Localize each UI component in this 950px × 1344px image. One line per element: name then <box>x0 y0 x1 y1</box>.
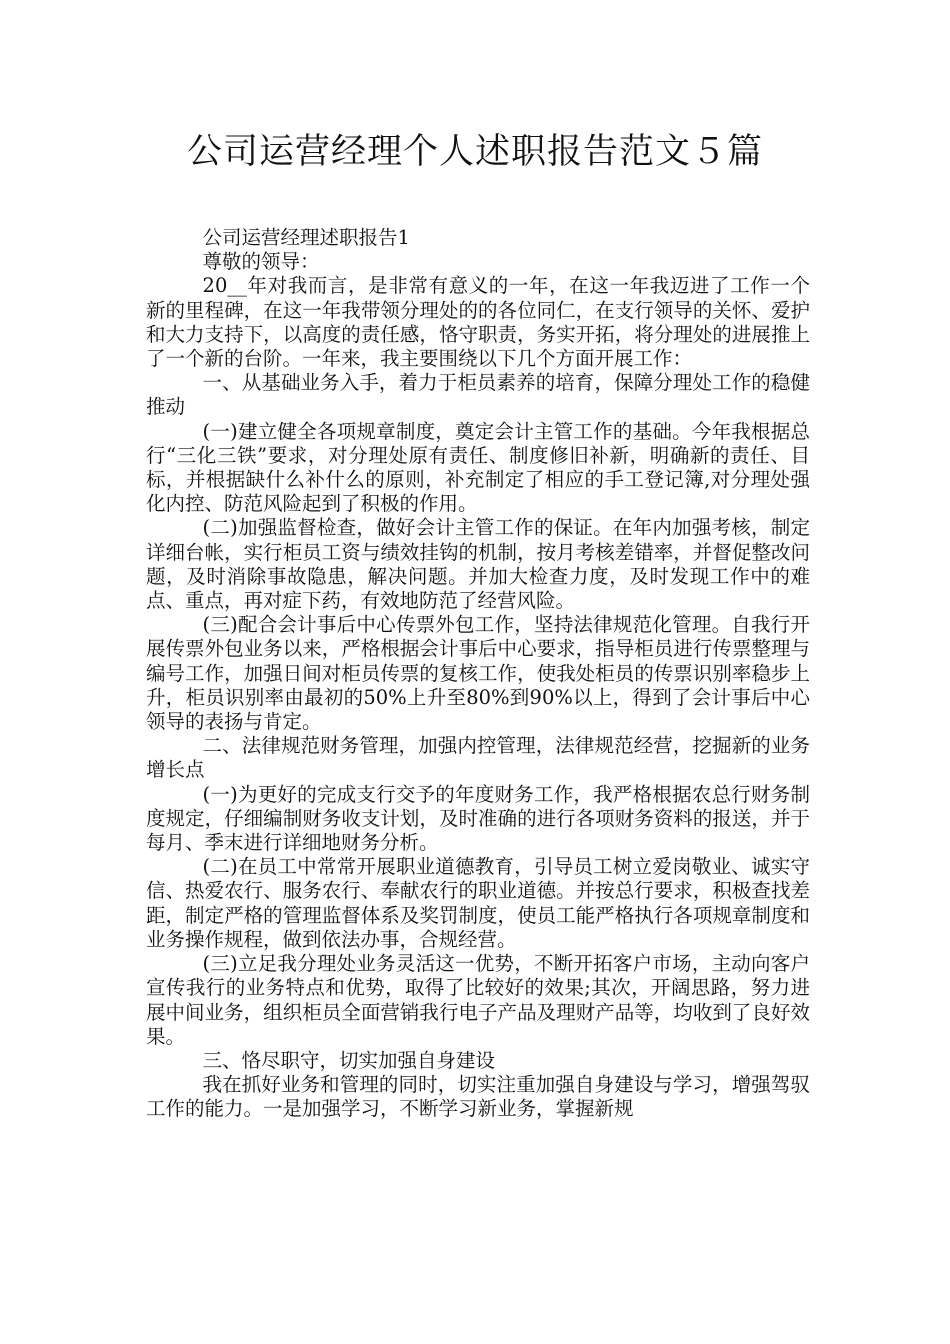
paragraph-salutation: 尊敬的领导： <box>202 250 320 274</box>
paragraph: (二)在员工中常常开展职业道德教育，引导员工树立爱岗敬业、诚实守信、热爱农行、服务农行、奉献农行的职业道德。并按总行要求，积极查找差距，制定严格的管理监督体系及奖罚制度，使员工能严格执行各项规章制度和业务操作规程，做到依法办事，合规经营。 <box>146 855 810 951</box>
paragraph: (三)立足我分理处业务灵活这一优势，不断开拓客户市场，主动向客户宣传我行的业务特点和优势，取得了比较好的效果;其次，开阔思路，努力进展中间业务，组织柜员全面营销我行电子产品及理财产品等，均收到了良好效果。 <box>146 952 810 1048</box>
page-title: 公司运营经理个人述职报告范文５篇 <box>186 132 763 172</box>
section-heading-3: 三、恪尽职守，切实加强自身建设 <box>202 1048 496 1072</box>
paragraph: (三)配合会计事后中心传票外包工作，坚持法律规范化管理。自我行开展传票外包业务以来，严格根据会计事后中心要求，指导柜员进行传票整理与编号工作，加强日间对柜员传票的复核工作，使我处柜员的传票识别率稳步上升，柜员识别率由最初的50%上升至80%到90%以上，得到了会计事后中心领导的表扬与肯定。 <box>146 613 810 734</box>
paragraph: 我在抓好业务和管理的同时，切实注重加强自身建设与学习，增强驾驭工作的能力。一是加强学习，不断学习新业务，掌握新规 <box>146 1073 810 1121</box>
paragraph-report-heading: 公司运营经理述职报告1 <box>202 226 410 249</box>
paragraph: (二)加强监督检查，做好会计主管工作的保证。在年内加强考核，制定详细台帐，实行柜员工资与绩效挂钩的机制，按月考核差错率，并督促整改问题，及时消除事故隐患，解决问题。并加大检查力度，及时发现工作中的难点、重点，再对症下药，有效地防范了经营风险。 <box>146 516 810 613</box>
section-heading-1: 一、从基础业务入手，着力于柜员素养的培育，保障分理处工作的稳健推动 <box>146 371 810 419</box>
section-heading-2: 二、法律规范财务管理，加强内控管理，法律规范经营，挖掘新的业务增长点 <box>146 734 810 782</box>
paragraph: (一)建立健全各项规章制度，奠定会计主管工作的基础。今年我根据总行“三化三铁”要求，对分理处原有责任、制度修旧补新，明确新的责任、目标，并根据缺什么补什么的原则，补充制定了相应的手工登记簿,对分理处强化内控、防范风险起到了积极的作用。 <box>146 419 810 516</box>
paragraph: (一)为更好的完成支行交予的年度财务工作，我严格根据农总行财务制度规定，仔细编制财务收支计划，及时准确的进行各项财务资料的报送，并于每月、季末进行详细地财务分析。 <box>146 782 810 855</box>
paragraph-intro: 20__年对我而言，是非常有意义的一年，在这一年我迈进了工作一个新的里程碑，在这一年我带领分理处的的各位同仁，在支行领导的关怀、爱护和大力支持下，以高度的责任感，恪守职责，务实开拓，将分理处的进展推上了一个新的台阶。一年来，我主要围绕以下几个方面开展工作： <box>146 274 810 371</box>
document-body <box>146 226 810 1122</box>
